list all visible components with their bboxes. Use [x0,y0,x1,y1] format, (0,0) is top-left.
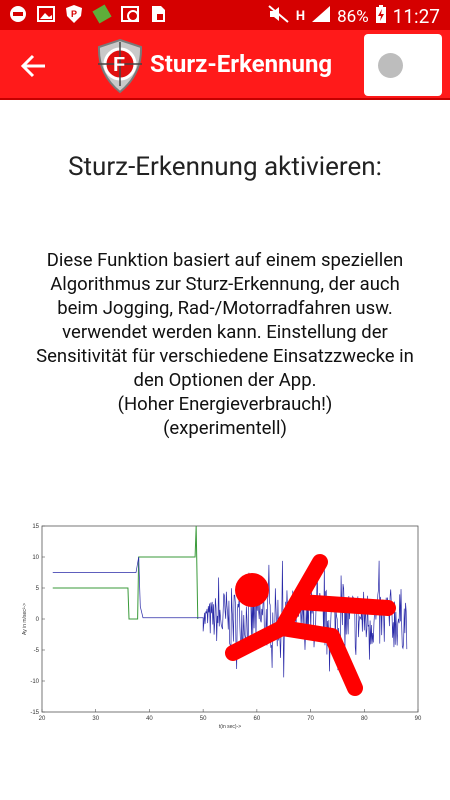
timer-icon [120,4,140,24]
falling-person-arm [300,602,388,608]
description-line: Diese Funktion basiert auf einem speziellen [46,249,404,271]
y-tick-label: -15 [30,710,39,716]
acceleration-chart [20,520,430,730]
y-tick-label: 0 [35,617,39,623]
signal-icon [311,5,331,28]
mute-icon [268,5,290,28]
app-logo [95,38,145,94]
svg-text:F: F [113,54,126,76]
status-bar [0,0,450,30]
clock: 11:27 [392,5,440,28]
description-line: (experimentell) [163,417,287,439]
network-type: H [295,9,306,24]
y-tick-label: 5 [35,586,39,592]
fall-detection-toggle[interactable] [364,34,442,96]
falling-person-icon [235,573,269,607]
description-line: Sensitivität für verschiedene Einsatzzwecke in [36,345,414,367]
description-line: Algorithmus zur Sturz-Erkennung, der auch [50,273,400,295]
page-heading: Sturz-Erkennung aktivieren: [68,152,382,182]
sd-card-lock-icon [148,4,168,24]
app-title: Sturz-Erkennung [150,50,333,78]
y-tick-label: 15 [32,524,39,530]
app-icon [92,4,112,24]
description-line: (Hoher Energieverbrauch!) [117,393,333,415]
x-tick-label: 90 [414,716,422,722]
battery-icon [375,4,387,29]
y-tick-label: -10 [30,679,39,685]
y-tick-label: 10 [32,555,39,561]
x-tick-label: 30 [92,716,100,722]
y-axis-label: Ay in m/sec²-> [22,603,28,635]
battery-percent: 86% [337,6,369,27]
shield-icon [64,4,84,24]
x-tick-label: 70 [307,716,314,722]
x-tick-label: 20 [38,716,46,722]
image-icon [36,4,56,24]
x-tick-label: 60 [253,716,261,722]
y-tick-label: -5 [33,648,39,654]
description-line: den Optionen der App. [133,369,317,391]
description-line: verwendet werden kann. Einstellung der [62,321,388,343]
description-line: beim Jogging, Rad-/Motorradfahren usw. [57,297,393,319]
x-tick-label: 40 [146,716,153,722]
back-arrow-icon[interactable] [18,50,50,82]
x-tick-label: 80 [360,716,368,722]
description [15,248,435,440]
svg-text:P: P [71,9,78,19]
app-bar [0,30,450,100]
notification-icon-1 [8,4,28,24]
x-axis-label: t(in sec)-> [218,724,242,730]
x-tick-label: 50 [199,716,207,722]
toggle-knob[interactable] [378,53,403,78]
